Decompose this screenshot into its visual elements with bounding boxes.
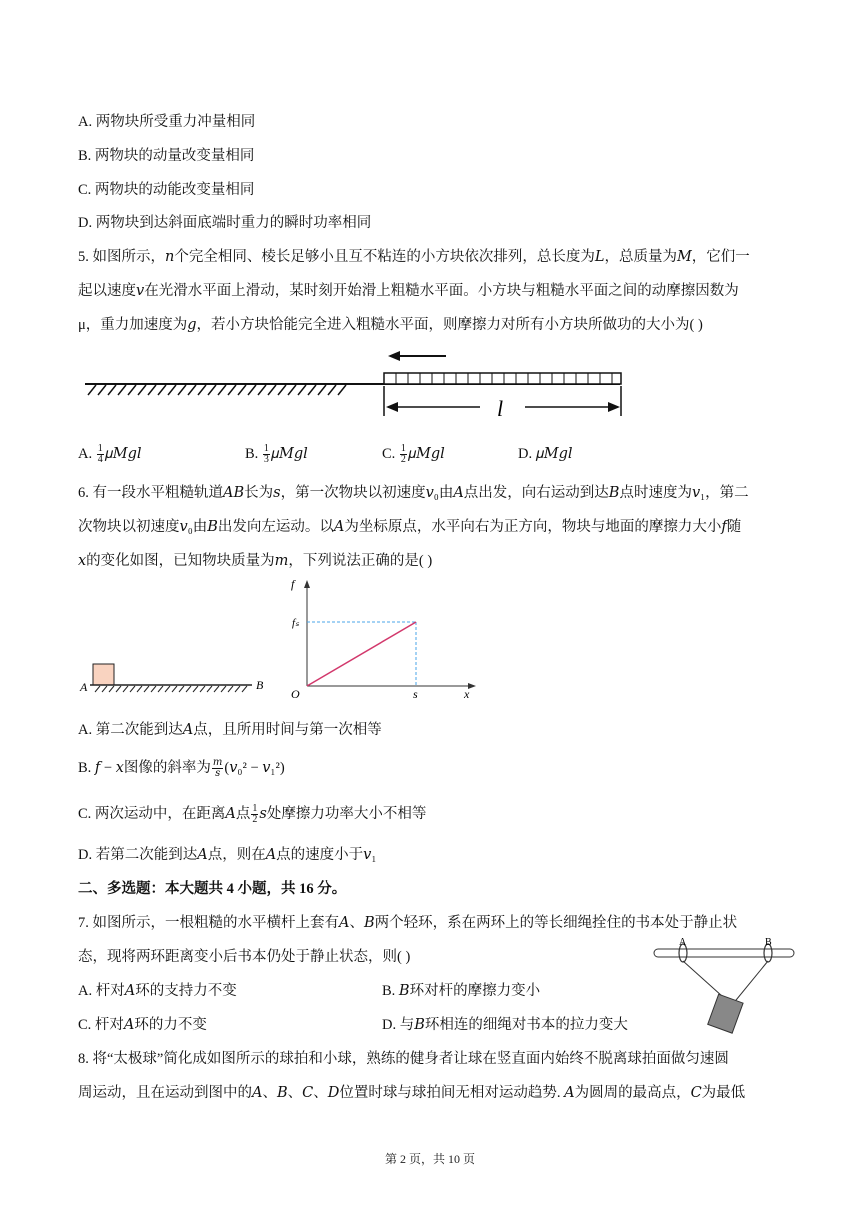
q8-stem-line1: 8. 将“太极球”简化成如图所示的球拍和小球，熟练的健身者让球在竖直面内始终不脱离球拍面做匀速圆: [78, 1051, 729, 1067]
point-b-label: B: [256, 678, 264, 692]
x-axis-label: x: [464, 687, 470, 701]
ring-b-label: B: [765, 937, 772, 948]
q5-stem-line1: 5. 如图所示，𝑛个完全相同、棱长足够小且互不粘连的小方块依次排列，总长度为𝐿，总质量为𝑀，它们一: [78, 249, 750, 265]
q5-option-a: A. $\frac{1}{4}$ 𝜇𝑀𝑔𝑙: [78, 443, 142, 466]
origin-label: O: [291, 687, 300, 701]
q6-option-d: D. 若第二次能到达𝐴点，则在𝐴点的速度小于𝑣₁: [78, 847, 377, 863]
section-heading-multiple-choice: 二、多选题：本大题共 4 小题，共 16 分。: [78, 881, 347, 897]
q6-option-a: A. 第二次能到达𝐴点，且所用时间与第一次相等: [78, 722, 382, 738]
q7-option-d: D. 与𝐵环相连的细绳对书本的拉力变大: [382, 1017, 628, 1033]
length-label: l: [497, 396, 504, 421]
q4-option-b: B. 两物块的动量改变量相同: [78, 148, 255, 164]
s-label: s: [413, 687, 418, 701]
q5-stem-line3: μ，重力加速度为𝑔，若小方块恰能完全进入粗糙水平面，则摩擦力对所有小方块所做功的大小为( ): [78, 317, 703, 333]
q7-stem-line2: 态，现将两环距离变小后书本仍处于静止状态，则( ): [78, 949, 411, 965]
rope-b: [732, 961, 768, 1005]
q6-stem-line2: 次物块以初速度𝑣₀由𝐵出发向左运动。以𝐴为坐标原点，水平向右为正方向，物块与地面的摩擦力大小𝑓随: [78, 519, 742, 535]
q7-option-b: B. 𝐵环对杆的摩擦力变小: [382, 983, 541, 999]
fs-label: fₛ: [292, 617, 300, 629]
q5-option-d: D. 𝜇𝑀𝑔𝑙: [518, 446, 573, 462]
q5-option-b: B. $\frac{1}{3}$ 𝜇𝑀𝑔𝑙: [245, 443, 308, 466]
q5-stem-line2: 起以速度𝑣在光滑水平面上滑动，某时刻开始滑上粗糙水平面。小方块与粗糙水平面之间的动摩擦因数为: [78, 283, 739, 299]
q6-stem-line3: 𝑥的变化如图，已知物块质量为𝑚，下列说法正确的是( ): [78, 553, 433, 569]
q4-option-d: D. 两物块到达斜面底端时重力的瞬时功率相同: [78, 215, 372, 231]
q7-stem-line1: 7. 如图所示，一根粗糙的水平横杆上套有𝐴、𝐵两个轻环，系在两环上的等长细绳拴住的书本处于静止状: [78, 915, 738, 931]
q6-stem-line1: 6. 有一段水平粗糙轨道𝐴𝐵长为𝑠，第一次物块以初速度𝑣₀由𝐴点出发，向右运动到达𝐵点时速度为𝑣₁，第二: [78, 485, 749, 501]
page-footer: 第 2 页，共 10 页: [384, 1152, 475, 1166]
f-axis-label: f: [291, 577, 295, 591]
q6-option-c: C. 两次运动中，在距离𝐴点 $\frac{1}{2}$ 𝑠处摩擦力功率大小不相等: [78, 803, 427, 826]
q7-option-a: A. 杆对𝐴环的支持力不变: [78, 983, 237, 999]
q4-option-c: C. 两物块的动能改变量相同: [78, 182, 255, 198]
q8-stem-line2: 周运动，且在运动到图中的𝐴、𝐵、𝐶、𝐷位置时球与球拍间无相对运动趋势. 𝐴为圆周的最高点，𝐶为最低: [78, 1085, 746, 1101]
q6-option-b: B. 𝑓 − 𝑥图像的斜率为 $\frac{\text{𝑚}}{\text{𝑠}}$ (𝑣₀² − 𝑣₁²): [78, 757, 285, 780]
ring-a-label: A: [679, 937, 687, 948]
book: [708, 994, 743, 1033]
horizontal-rod: [654, 949, 794, 957]
q7-option-c: C. 杆对𝐴环的力不变: [78, 1017, 207, 1033]
point-a-label: A: [80, 680, 88, 694]
q4-option-a: A. 两物块所受重力冲量相同: [78, 114, 256, 130]
q5-option-c: C. $\frac{1}{2}$ 𝜇𝑀𝑔𝑙: [382, 443, 445, 466]
